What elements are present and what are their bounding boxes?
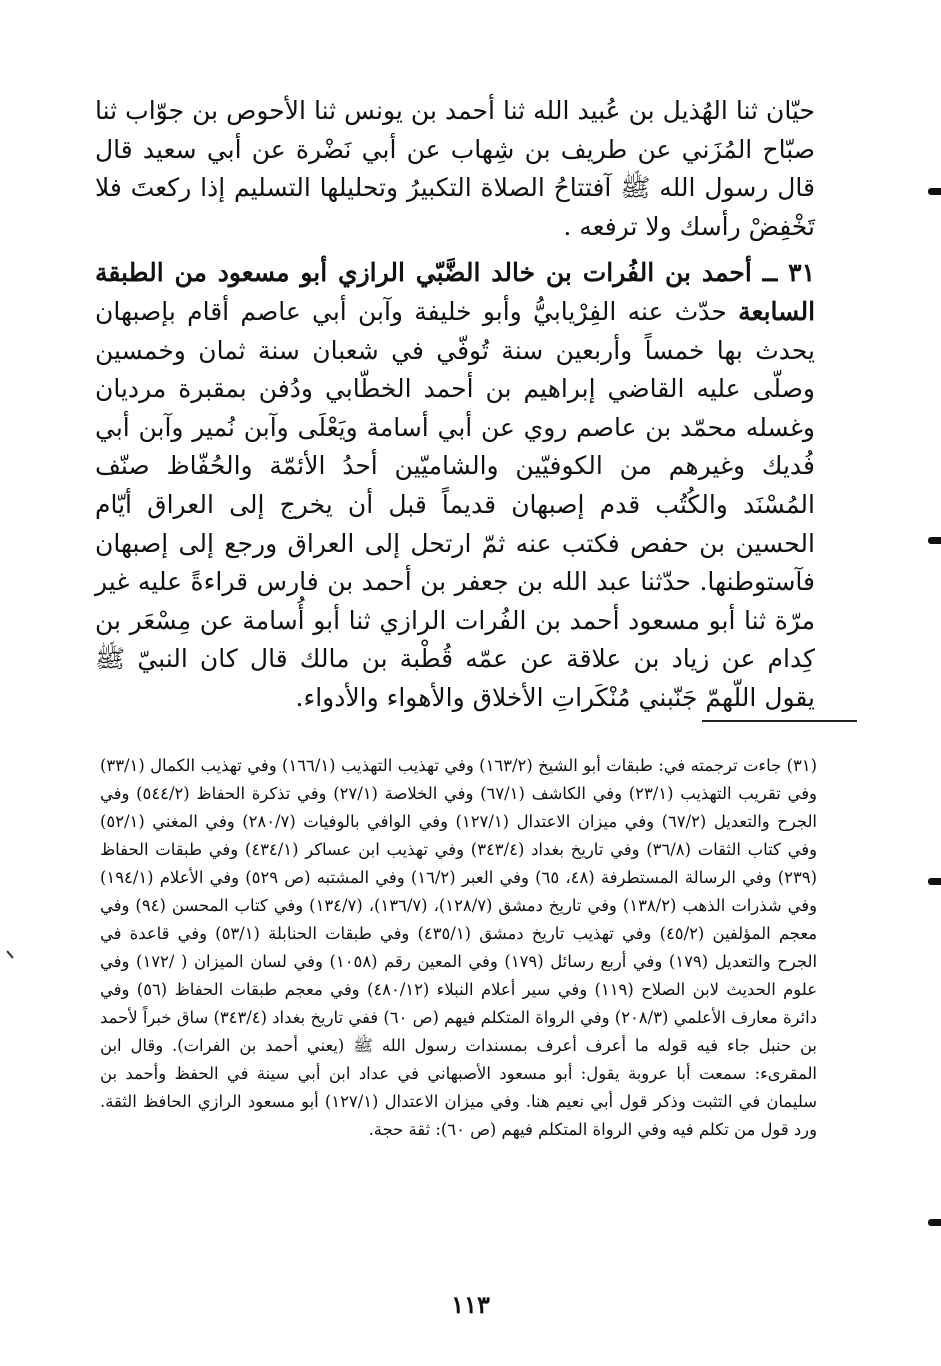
main-text xyxy=(95,92,815,718)
entry-body: حدّث عنه الفِرْيابيُّ وأبو خليفة وآبن أبي عاصم أقام بإصبهان يحدث بها خمساً وأربعين سنة تُوفّي في شعبان سنة ثمان وخمسين وصلّى عليه القاضي إبراهيم بن أحمد الخطّابي ودُفن بمقبرة مرديان وغسله محمّد بن عاصم روي عن أبي أسامة ويَعْلَى وآبن نُمير وآبن أبي فُديك وغيرهم من الكوفيّين والشاميّين أحدُ الأئمّة والحُفّاظ صنّف المُسْنَد والكُتُب قدم إصبهان قديماً قبل أن يخرج إلى العراق أيّام الحسين بن حفص فكتب عنه ثمّ ارتحل إلى العراق ورجع إلى إصبهان فآستوطنها. حدّثنا عبد الله بن جعفر بن أحمد بن فارس قراءةً عليه غير مرّة ثنا أبو مسعود أحمد بن الفُرات الرازي ثنا أبو أُسامة عن مِسْعَر بن كِدام عن زياد بن علاقة عن عمّه قُطْبة بن مالك قال كان النبيّ ﷺ يقول اللّهمّ جَنّبني مُنْكَراتِ الأخلاق والأهواء والأدواء. xyxy=(95,296,815,712)
edge-mark-3 xyxy=(928,878,941,885)
edge-mark-1 xyxy=(928,188,941,195)
scan-speck xyxy=(6,950,13,958)
entry-31 xyxy=(95,254,815,717)
footnote-31: (٣١) جاءت ترجمته في: طبقات أبو الشيخ (١٦٣/٢) وفي تهذيب التهذيب (١٦٦/١) وفي تهذيب الكمال (٣٣/١) وفي تقريب التهذيب (٢٣/١) وفي الكاشف (٦٧/١) وفي الخلاصة (٢٧/١) وفي تذكرة الحفاظ (٥٤٤/٢) وفي الجرح والتعديل (٦٧/٢) وفي ميزان الاعتدال (١٢٧/١) وفي الوافي بالوفيات (٢٨٠/٧) وفي المغني (٥٢/١) وفي كتاب الثقات (٣٦/٨) وفي تاريخ بغداد (٣٤٣/٤) وفي تهذيب ابن عساكر (٤٣٤/١) وفي طبقات الحفاظ (٢٣٩) وفي الرسالة المستطرفة (٤٨، ٦٥) وفي العبر (١٦/٢) وفي المشتبه (ص ٥٢٩) وفي الأعلام (١٩٤/١) وفي شذرات الذهب (١٣٨/٢) وفي تاريخ دمشق (١٢٨/٧)، (١٣٦/٧)، (١٣٤/٧) وفي كتاب المحسن (٩٤) وفي معجم المؤلفين (٤٥/٢) وفي تهذيب تاريخ دمشق (٤٣٥/١) وفي طبقات الحنابلة (٥٣/١) وفي قاعدة في الجرح والتعديل (١٧٩) وفي أربع رسائل (١٧٩) وفي المعين رقم (١٠٥٨) وفي لسان الميزان ( /١٧٢) وفي علوم الحديث لابن الصلاح (١١٩) وفي سير أعلام النبلاء (٤٨٠/١٢) وفي معجم طبقات الحفاظ (٥٦) وفي دائرة معارف الأعلمي (٢٠٨/٣) وفي الرواة المتكلم فيهم (ص ٦٠) ففي تاريخ بغداد (٣٤٣/٤) ساق خبراً لأحمد بن حنبل جاء فيه قوله ما أعرف أعرف بمسندات رسول الله ﷺ (يعني أحمد بن الفرات). وقال ابن المقرىء: سمعت أبا عروبة يقول: أبو مسعود الأصبهاني في عداد ابن أبي سينة في الحفظ وأحمد بن سليمان في التثبت وذكر قول أبي نعيم هنا. وفي ميزان الاعتدال (١٢٧/١) أبو مسعود الرازي الحافظ الثقة. ورد قول من تكلم فيه وفي الرواة المتكلم فيهم (ص ٦٠): ثقة حجة. xyxy=(100,756,818,1139)
edge-mark-2 xyxy=(928,537,941,544)
previous-entry-fragment: حيّان ثنا الهُذيل بن عُبيد الله ثنا أحمد بن يونس ثنا الأحوص بن جوّاب ثنا صبّاح المُزَني عن طريف بن شِهاب عن أبي نَضْرة عن أبي سعيد قال قال رسول الله ﷺ آفتتاحُ الصلاة التكبيرُ وتحليلها التسليم إذا ركعتَ فلا تَخْفِضْ رأسك ولا ترفعه . xyxy=(95,96,815,241)
page-number: ١١٣ xyxy=(451,1290,490,1319)
edge-mark-4 xyxy=(928,1219,941,1226)
footnote-separator xyxy=(702,720,857,722)
entry-heading: ٣١ ــ أحمد بن الفُرات بن خالد الضَّبّي الرازي أبو مسعود من الطبقة السابعة xyxy=(95,258,816,326)
footnotes xyxy=(100,752,817,1144)
